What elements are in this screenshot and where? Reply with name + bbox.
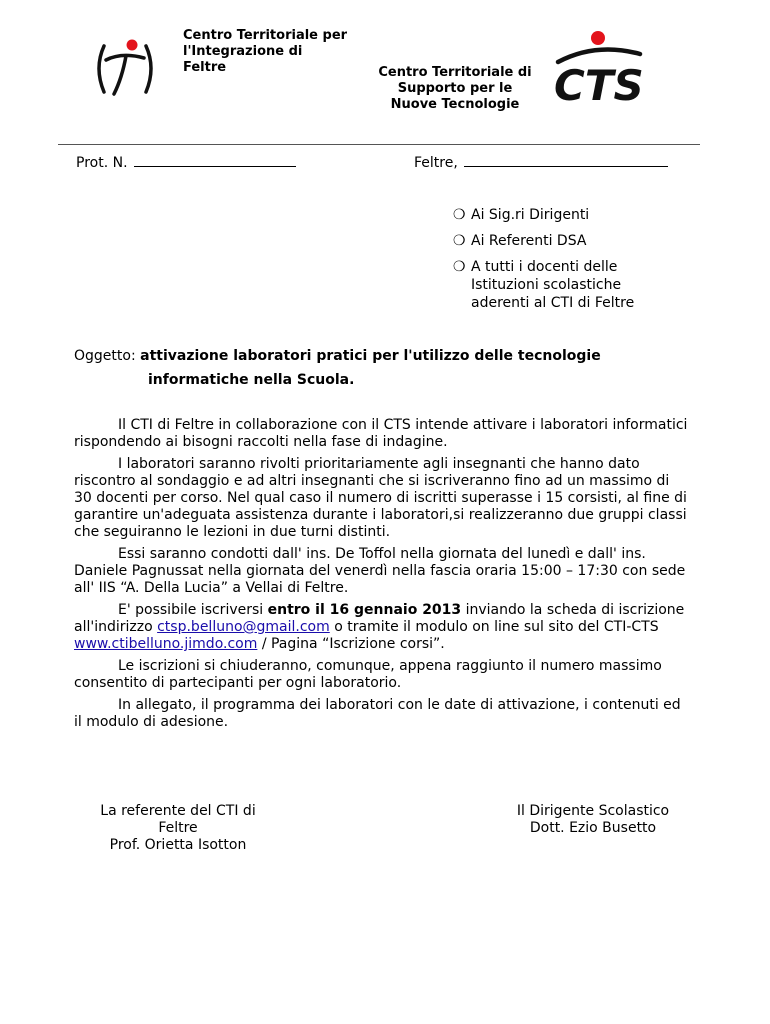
- email-link[interactable]: ctsp.belluno@gmail.com: [157, 619, 330, 635]
- paragraph: Le iscrizioni si chiuderanno, comunque, appena raggiunto il numero massimo consentito di partecipanti per ogni laboratorio.: [74, 658, 662, 691]
- protocol-blank: [134, 154, 296, 167]
- cti-org-name: Centro Territoriale per l'Integrazione di Feltre: [183, 28, 348, 75]
- recipients-list: [453, 206, 713, 320]
- circle-bullet-icon: ❍: [453, 233, 466, 249]
- circle-bullet-icon: ❍: [453, 207, 466, 223]
- subject-label: Oggetto:: [74, 348, 136, 364]
- city-date-field: Feltre,: [414, 154, 668, 171]
- signature-right: Il Dirigente Scolastico Dott. Ezio Busetto: [516, 803, 670, 836]
- recipient-item: ❍ Ai Referenti DSA: [453, 233, 587, 249]
- paragraph-enrollment: E' possibile iscriversi entro il 16 gennaio 2013 inviando la scheda di iscrizione all'indirizzo ctsp.belluno@gmail.com o tramite il modulo on line sul sito del CTI-CTS www.ctibelluno.jimdo.com / Pagina “Iscrizione corsi”.: [74, 602, 685, 652]
- protocol-field: Prot. N.: [76, 154, 296, 171]
- paragraph: I laboratori saranno rivolti prioritariamente agli insegnanti che hanno dato riscontro al sondaggio e ad altri insegnanti che si iscriveranno fino ad un massimo di 30 docenti per corso. Nel qual caso il numero di iscritti superasse i 15 corsisti, al fine di garantire un'adeguata assistenza durante i laboratori,si realizzeranno due gruppi classi che seguiranno le lezioni in due turni distinti.: [74, 456, 687, 540]
- subject: [74, 344, 714, 392]
- date-blank: [464, 154, 668, 167]
- cts-org-name: Centro Territoriale di Supporto per le Nuove Tecnologie: [378, 65, 532, 112]
- paragraph: Il CTI di Feltre in collaborazione con il CTS intende attivare i laboratori informatici rispondendo ai bisogni raccolti nella fase di indagine.: [74, 417, 688, 450]
- circle-bullet-icon: ❍: [453, 259, 466, 275]
- letter-body: [74, 417, 689, 736]
- recipient-item: ❍ A tutti i docenti delle Istituzioni scolastiche aderenti al CTI di Feltre: [453, 259, 635, 311]
- subject-line-1: attivazione laboratori pratici per l'utilizzo delle tecnologie: [140, 348, 601, 364]
- subject-line-2: informatiche nella Scuola.: [148, 372, 355, 388]
- cti-logo: [92, 38, 158, 100]
- cts-logo: [548, 28, 650, 110]
- header-divider: [58, 144, 700, 145]
- recipient-item: ❍ Ai Sig.ri Dirigenti: [453, 207, 590, 223]
- website-link[interactable]: www.ctibelluno.jimdo.com: [74, 636, 258, 652]
- deadline: entro il 16 gennaio 2013: [267, 602, 462, 618]
- paragraph: Essi saranno condotti dall' ins. De Toffol nella giornata del lunedì e dall' ins. Daniele Pagnussat nella giornata del venerdì nella fascia oraria 15:00 – 17:30 con sede all' IIS “A. Della Lucia” a Vellai di Feltre.: [74, 546, 686, 596]
- paragraph: In allegato, il programma dei laboratori con le date di attivazione, i contenuti ed il modulo di adesione.: [74, 697, 681, 730]
- signature-left: La referente del CTI di Feltre Prof. Orietta Isotton: [100, 803, 256, 853]
- cts-logo-text: CTS: [554, 61, 644, 110]
